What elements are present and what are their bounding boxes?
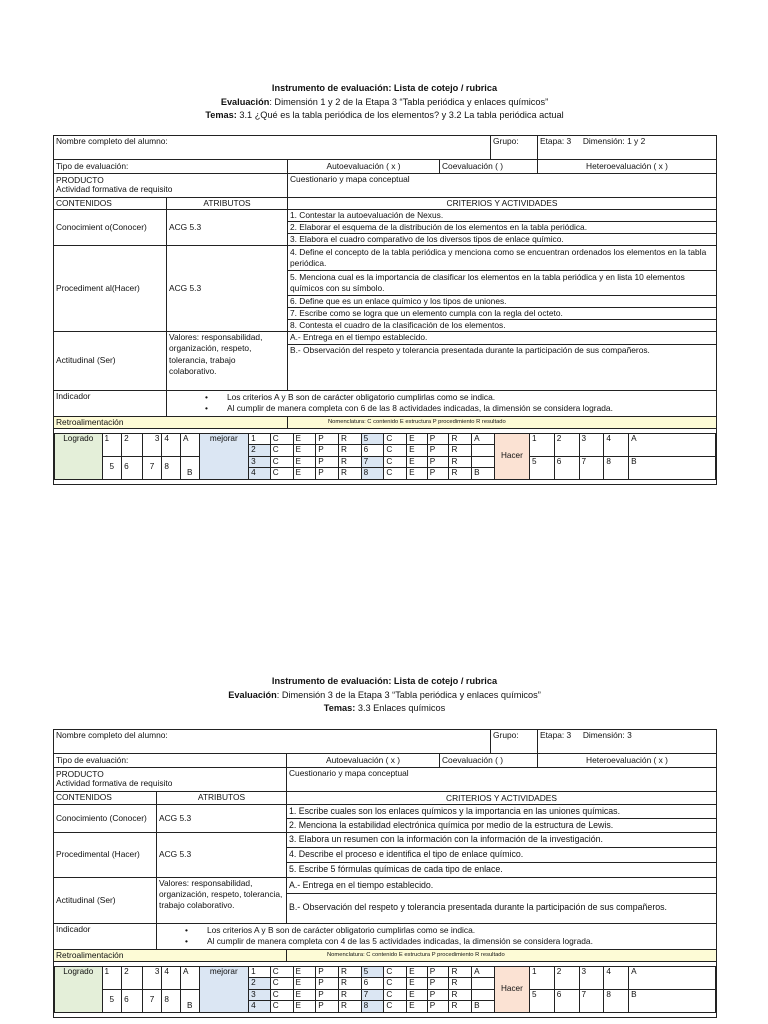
mejorar-cell: 3 [249, 989, 271, 1001]
mejorar-cell[interactable]: E [293, 468, 316, 480]
indicator-item: Al cumplir de manera completa con 4 de las 5 actividades indicadas, la dimensión se considera lograda. [206, 936, 593, 946]
student-name-field[interactable]: Nombre completo del alumno: [54, 729, 491, 753]
mejorar-cell[interactable]: P [427, 456, 449, 468]
hacer-cell[interactable]: 1 [529, 966, 554, 989]
criteria-item: 3. Elabora el cuadro comparativo de los diversos tipos de enlace químico. [288, 233, 717, 245]
hacer-cell[interactable]: A [629, 433, 716, 456]
mejorar-cell[interactable]: A [472, 433, 495, 445]
logrado-cell[interactable]: 8 [162, 456, 181, 479]
criteria-item: 8. Contesta el cuadro de la clasificación de los elementos. [288, 319, 717, 331]
feedback-grid [54, 966, 716, 1013]
mejorar-cell[interactable]: C [270, 978, 293, 990]
hacer-cell[interactable]: 3 [579, 966, 604, 989]
contents-header: CONTENIDOS [54, 791, 157, 804]
nomenclature-text: Nomenclatura: C contenido E estructura P procedimiento R resultado [287, 949, 717, 961]
rubric-document-2 [53, 675, 716, 1018]
mejorar-cell[interactable]: E [407, 456, 428, 468]
attitudinal-label: Actitudinal (Ser) [54, 331, 167, 390]
stage-label: Etapa: 3 [540, 135, 572, 146]
rubric-document-1 [53, 82, 716, 485]
mejorar-cell: 7 [361, 989, 384, 1001]
attributes-header: ATRIBUTOS [157, 791, 287, 804]
criterion-a: A.- Entrega en el tiempo establecido. [287, 877, 717, 893]
logrado-cell[interactable]: B [180, 456, 199, 479]
mejorar-cell[interactable]: R [449, 468, 472, 480]
hacer-cell[interactable]: 1 [529, 433, 554, 456]
document-title: Instrumento de evaluación: Lista de cotejo / rubrica [271, 83, 498, 93]
stage-label: Etapa: 3 [540, 729, 572, 740]
logrado-cell[interactable]: 6 [122, 989, 143, 1012]
hacer-cell[interactable]: 8 [604, 989, 629, 1012]
mejorar-cell: 6 [361, 445, 384, 457]
logrado-cell[interactable]: 7 [142, 989, 162, 1012]
mejorar-cell: 2 [249, 978, 271, 990]
dimension-label: Dimensión: 3 [582, 729, 632, 740]
mejorar-cell[interactable]: E [407, 978, 428, 990]
procedural-attribute: ACG 5.3 [157, 832, 287, 877]
mejorar-cell[interactable]: P [427, 966, 449, 978]
product-cell [54, 173, 288, 197]
evaluation-label: Evaluación [228, 689, 277, 700]
mejorar-cell[interactable]: C [384, 978, 407, 990]
mejorar-cell[interactable]: E [407, 433, 428, 445]
product-value: Cuestionario y mapa conceptual [287, 767, 717, 791]
product-label: PRODUCTO [56, 174, 104, 185]
indicator-item: Los criterios A y B son de carácter obligatorio cumplirlas como se indica. [226, 392, 496, 403]
rubric-table [53, 135, 717, 485]
hacer-cell[interactable]: 5 [529, 989, 554, 1012]
mejorar-cell[interactable]: R [338, 966, 361, 978]
logrado-label: Logrado [55, 433, 103, 479]
indicator-item: Al cumplir de manera completa con 6 de las 8 actividades indicadas, la dimensión se considera lograda. [226, 403, 613, 413]
attributes-header: ATRIBUTOS [167, 197, 288, 209]
hacer-cell[interactable]: 4 [604, 966, 629, 989]
mejorar-label: mejorar [199, 966, 249, 1012]
mejorar-cell[interactable]: P [427, 1001, 449, 1013]
mejorar-cell[interactable]: A [472, 966, 495, 978]
mejorar-cell: 2 [249, 445, 271, 457]
hacer-cell[interactable]: 7 [579, 456, 604, 479]
feedback-grid-cell [54, 428, 717, 484]
hacer-cell[interactable]: 7 [579, 989, 604, 1012]
values-text: Valores: responsabilidad, organización, respeto, tolerancia, trabajo colaborativo. [157, 877, 287, 923]
mejorar-cell[interactable]: R [338, 433, 361, 445]
criteria-item: 1. Escribe cuales son los enlaces químicos y la importancia en las uniones químicas. [287, 804, 717, 818]
mejorar-cell[interactable]: R [449, 445, 472, 457]
dimension-label: Dimensión: 1 y 2 [582, 135, 646, 146]
student-name-field[interactable]: Nombre completo del alumno: [54, 135, 491, 159]
logrado-cell[interactable]: 2 [122, 433, 143, 456]
mejorar-cell[interactable]: E [407, 445, 428, 457]
mejorar-cell: 5 [361, 966, 384, 978]
mejorar-cell[interactable]: C [384, 989, 407, 1001]
criteria-item: 3. Elabora un resumen con la información con la información de la investigación. [287, 832, 717, 847]
temas-label: Temas: [323, 703, 356, 713]
values-text: Valores: responsabilidad, organización, respeto, tolerancia, trabajo colaborativo. [167, 331, 288, 390]
mejorar-cell[interactable]: P [427, 433, 449, 445]
mejorar-cell[interactable]: C [384, 966, 407, 978]
mejorar-cell[interactable] [472, 989, 495, 1001]
indicator-label: Indicador [54, 390, 167, 416]
hacer-label: Hacer [494, 966, 529, 1012]
criterion-b: B.- Observación del respeto y tolerancia presentada durante la participación de sus compañeros. [288, 344, 717, 390]
mejorar-cell[interactable]: C [384, 456, 407, 468]
logrado-cell[interactable]: 1 [102, 433, 122, 456]
mejorar-cell[interactable]: P [427, 978, 449, 990]
indicator-list: • Los criterios A y B son de carácter obligatorio cumplirlas como se indica. • Al cumplir de manera completa con 4 de las 5 actividades indicadas, la dimensión se considera lograda. [157, 923, 717, 949]
procedural-label: Procedimental (Hacer) [54, 832, 157, 877]
criteria-item: 2. Elaborar el esquema de la distribución de los elementos en la tabla periódica. [288, 221, 717, 233]
attitudinal-label: Actitudinal (Ser) [54, 877, 157, 923]
knowledge-attribute: ACG 5.3 [167, 209, 288, 245]
mejorar-cell[interactable]: E [293, 1001, 316, 1013]
mejorar-cell[interactable]: R [338, 468, 361, 480]
mejorar-cell[interactable]: R [449, 456, 472, 468]
hetero-evaluation-option[interactable]: Heteroevaluación ( x ) [538, 159, 717, 173]
hacer-cell[interactable]: B [629, 989, 716, 1012]
mejorar-cell[interactable] [472, 445, 495, 457]
mejorar-cell[interactable]: E [407, 989, 428, 1001]
criteria-header: CRITERIOS Y ACTIVIDADES [287, 791, 717, 804]
hacer-cell[interactable]: 5 [529, 456, 554, 479]
evaluation-text: : Dimensión 3 de la Etapa 3 “Tabla periódica y enlaces químicos” [276, 689, 541, 700]
evaluation-type-label: Tipo de evaluación: [54, 159, 288, 173]
hetero-evaluation-option[interactable]: Heteroevaluación ( x ) [538, 753, 717, 767]
logrado-cell[interactable]: 7 [142, 456, 162, 479]
mejorar-cell[interactable]: P [316, 468, 339, 480]
mejorar-cell[interactable]: R [338, 1001, 361, 1013]
mejorar-cell[interactable]: E [293, 456, 316, 468]
logrado-cell[interactable]: 4 [162, 966, 181, 989]
mejorar-cell[interactable]: P [427, 445, 449, 457]
mejorar-cell[interactable]: C [384, 445, 407, 457]
mejorar-cell[interactable]: P [427, 989, 449, 1001]
mejorar-cell[interactable]: B [472, 468, 495, 480]
mejorar-cell[interactable]: P [316, 978, 339, 990]
mejorar-cell: 1 [249, 966, 271, 978]
mejorar-cell[interactable]: E [407, 966, 428, 978]
feedback-label: Retroalimentación [54, 949, 287, 961]
mejorar-cell: 4 [249, 468, 271, 480]
hacer-cell[interactable]: 6 [554, 456, 579, 479]
temas-text: 3.1 ¿Qué es la tabla periódica de los elementos? y 3.2 La tabla periódica actual [236, 110, 564, 120]
knowledge-attribute: ACG 5.3 [157, 804, 287, 832]
evaluation-type-label: Tipo de evaluación: [54, 753, 287, 767]
mejorar-cell: 5 [361, 433, 384, 445]
mejorar-cell[interactable]: P [427, 468, 449, 480]
mejorar-cell[interactable]: P [316, 989, 339, 1001]
logrado-cell[interactable]: 4 [162, 433, 181, 456]
mejorar-cell: 4 [249, 1001, 271, 1013]
mejorar-cell: 3 [249, 456, 271, 468]
indicator-item: Los criterios A y B son de carácter obligatorio cumplirlas como se indica. [206, 925, 476, 936]
hacer-cell[interactable]: 6 [554, 989, 579, 1012]
knowledge-label: Conocimient o(Conocer) [54, 209, 167, 245]
mejorar-cell[interactable]: C [384, 1001, 407, 1013]
mejorar-cell[interactable]: R [338, 989, 361, 1001]
logrado-cell[interactable]: 6 [122, 456, 143, 479]
hacer-label: Hacer [494, 433, 529, 479]
hacer-cell[interactable]: 2 [554, 966, 579, 989]
mejorar-cell[interactable]: C [270, 1001, 293, 1013]
hacer-cell[interactable]: A [629, 966, 716, 989]
hacer-cell[interactable]: 2 [554, 433, 579, 456]
logrado-cell[interactable]: 3 [142, 966, 162, 989]
mejorar-cell[interactable]: C [270, 445, 293, 457]
criteria-item: 1. Contestar la autoevaluación de Nexus. [288, 209, 717, 221]
mejorar-cell[interactable]: C [384, 433, 407, 445]
co-evaluation-option[interactable]: Coevaluación ( ) [440, 753, 538, 767]
hacer-cell[interactable]: B [629, 456, 716, 479]
hacer-cell[interactable]: 3 [579, 433, 604, 456]
criteria-item: 4. Define el concepto de la tabla periódica y menciona como se encuentran ordenados los elementos en la tabla periódica. [288, 245, 717, 270]
temas-label: Temas: [205, 110, 237, 120]
mejorar-cell[interactable]: E [293, 978, 316, 990]
mejorar-cell[interactable] [472, 978, 495, 990]
feedback-label: Retroalimentación [54, 416, 288, 428]
mejorar-cell[interactable]: C [270, 468, 293, 480]
mejorar-cell[interactable]: C [270, 989, 293, 1001]
mejorar-cell: 6 [361, 978, 384, 990]
procedural-attribute: ACG 5.3 [167, 245, 288, 331]
group-field[interactable]: Grupo: [491, 729, 538, 753]
criterion-b: B.- Observación del respeto y tolerancia presentada durante la participación de sus compañeros. [287, 893, 717, 923]
mejorar-cell[interactable]: E [293, 989, 316, 1001]
mejorar-cell[interactable]: P [316, 1001, 339, 1013]
mejorar-cell[interactable]: C [270, 966, 293, 978]
mejorar-cell[interactable]: B [472, 1001, 495, 1013]
mejorar-cell[interactable]: E [407, 1001, 428, 1013]
evaluation-text: : Dimensión 1 y 2 de la Etapa 3 “Tabla periódica y enlaces químicos” [269, 96, 549, 107]
mejorar-cell[interactable]: R [449, 433, 472, 445]
criteria-item: 5. Escribe 5 fórmulas químicas de cada tipo de enlace. [287, 862, 717, 877]
mejorar-cell[interactable]: C [384, 468, 407, 480]
self-evaluation-option[interactable]: Autoevaluación ( x ) [287, 753, 440, 767]
logrado-cell[interactable]: A [180, 966, 199, 989]
mejorar-cell[interactable] [472, 456, 495, 468]
indicator-list: • Los criterios A y B son de carácter obligatorio cumplirlas como se indica. • Al cumplir de manera completa con 6 de las 8 actividades indicadas, la dimensión se considera lograda. [167, 390, 717, 416]
logrado-cell[interactable]: 5 [102, 989, 122, 1012]
mejorar-cell[interactable]: P [316, 445, 339, 457]
feedback-grid-cell [54, 961, 717, 1017]
mejorar-cell: 7 [361, 456, 384, 468]
rubric-table [53, 729, 717, 1018]
mejorar-cell[interactable]: R [449, 1001, 472, 1013]
criteria-header: CRITERIOS Y ACTIVIDADES [288, 197, 717, 209]
indicator-label: Indicador [54, 923, 157, 949]
mejorar-cell[interactable]: E [293, 445, 316, 457]
document-header [53, 675, 716, 716]
knowledge-label: Conocimiento (Conocer) [54, 804, 157, 832]
procedural-label: Procediment al(Hacer) [54, 245, 167, 331]
mejorar-cell[interactable]: R [338, 445, 361, 457]
criteria-item: 2. Menciona la estabilidad electrónica química por medio de la estructura de Lewis. [287, 818, 717, 832]
mejorar-cell[interactable]: R [338, 456, 361, 468]
document-title: Instrumento de evaluación: Lista de cotejo / rubrica [271, 676, 498, 686]
criterion-a: A.- Entrega en el tiempo establecido. [288, 331, 717, 344]
logrado-cell[interactable]: 3 [142, 433, 162, 456]
logrado-label: Logrado [55, 966, 103, 1012]
logrado-cell[interactable]: 1 [102, 966, 122, 989]
stage-dimension-cell [538, 729, 717, 753]
feedback-grid [54, 433, 716, 480]
criteria-item: 6. Define que es un enlace químico y los tipos de uniones. [288, 295, 717, 307]
logrado-cell[interactable]: 8 [162, 989, 181, 1012]
logrado-cell[interactable]: B [180, 989, 199, 1012]
activity-label: Actividad formativa de requisito [56, 184, 173, 194]
mejorar-cell[interactable]: P [316, 456, 339, 468]
mejorar-cell: 8 [361, 1001, 384, 1013]
mejorar-cell: 8 [361, 468, 384, 480]
activity-label: Actividad formativa de requisito [56, 778, 173, 788]
criteria-item: 4. Describe el proceso e identifica el tipo de enlace químico. [287, 847, 717, 862]
evaluation-label: Evaluación [220, 96, 270, 107]
mejorar-cell[interactable]: R [338, 978, 361, 990]
mejorar-cell[interactable]: P [316, 966, 339, 978]
mejorar-cell: 1 [249, 433, 271, 445]
mejorar-cell[interactable]: R [449, 978, 472, 990]
hacer-cell[interactable]: 4 [604, 433, 629, 456]
document-header [53, 82, 716, 123]
mejorar-cell[interactable]: E [293, 966, 316, 978]
mejorar-label: mejorar [199, 433, 249, 479]
contents-header: CONTENIDOS [54, 197, 167, 209]
logrado-cell[interactable]: A [180, 433, 199, 456]
mejorar-cell[interactable]: E [407, 468, 428, 480]
stage-dimension-cell [538, 135, 717, 159]
mejorar-cell[interactable]: R [449, 966, 472, 978]
hacer-cell[interactable]: 8 [604, 456, 629, 479]
logrado-cell[interactable]: 5 [102, 456, 122, 479]
product-value: Cuestionario y mapa conceptual [288, 173, 717, 197]
product-label: PRODUCTO [56, 768, 104, 779]
temas-text: 3.3 Enlaces químicos [355, 703, 446, 713]
group-field[interactable]: Grupo: [491, 135, 538, 159]
mejorar-cell[interactable]: C [270, 433, 293, 445]
mejorar-cell[interactable]: E [293, 433, 316, 445]
logrado-cell[interactable]: 2 [122, 966, 143, 989]
product-cell [54, 767, 287, 791]
self-evaluation-option[interactable]: Autoevaluación ( x ) [288, 159, 440, 173]
mejorar-cell[interactable]: P [316, 433, 339, 445]
mejorar-cell[interactable]: C [270, 456, 293, 468]
co-evaluation-option[interactable]: Coevaluación ( ) [440, 159, 538, 173]
criteria-item: 7. Escribe como se logra que un elemento cumpla con la regla del octeto. [288, 307, 717, 319]
criteria-item: 5. Menciona cual es la importancia de clasificar los elementos en la tabla periódica y en lista 10 elementos químicos con su símbolo. [288, 270, 717, 295]
mejorar-cell[interactable]: R [449, 989, 472, 1001]
nomenclature-text: Nomenclatura: C contenido E estructura P procedimiento R resultado [288, 416, 717, 428]
